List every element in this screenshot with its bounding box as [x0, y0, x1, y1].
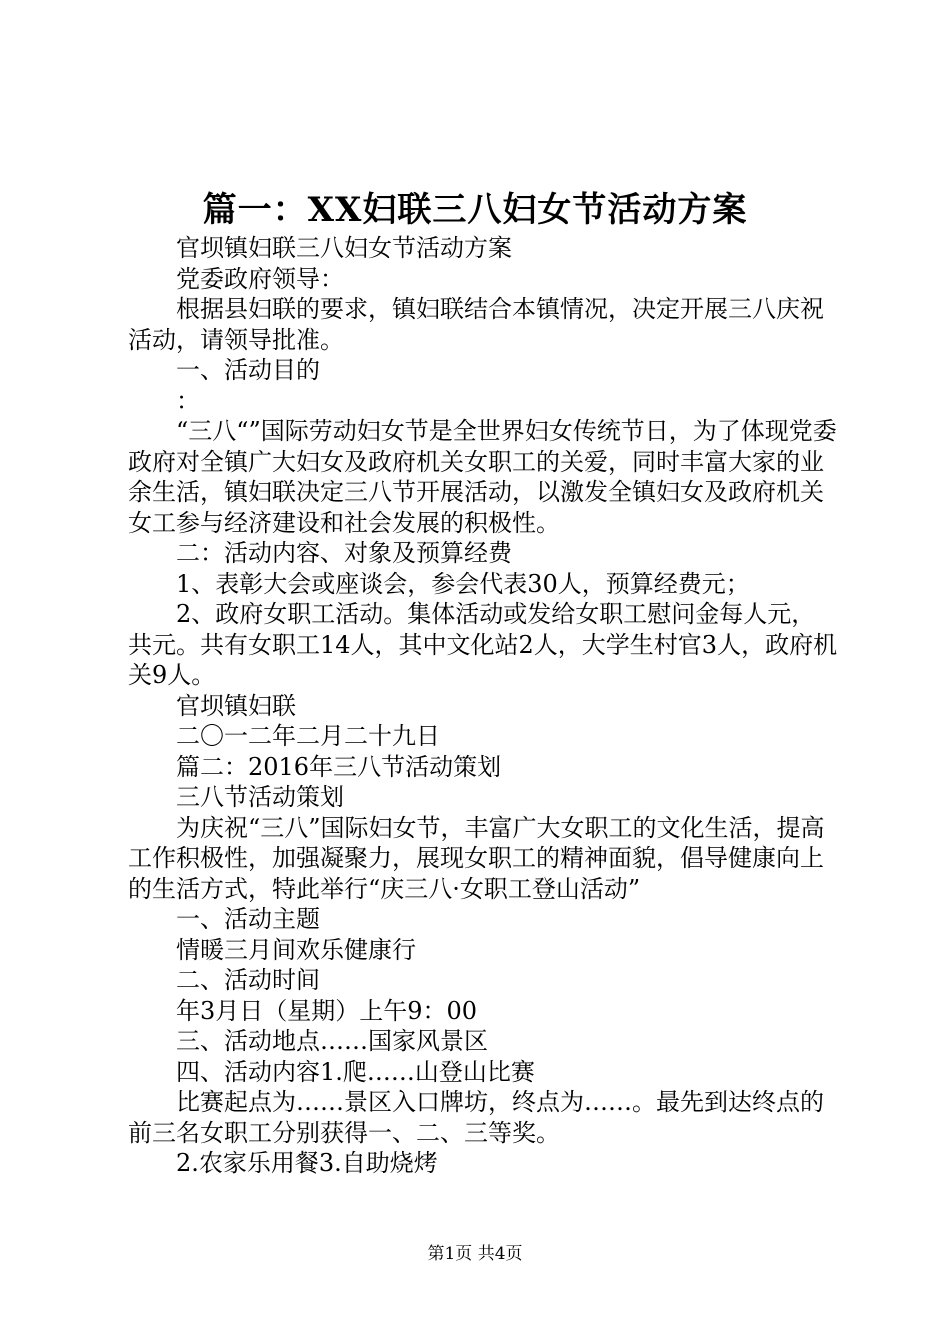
- heading-part-two: 篇二：2016年三八节活动策划: [176, 752, 502, 781]
- paragraph-meal: 2.农家乐用餐3.自助烧烤: [176, 1149, 438, 1177]
- heading-activities: 四、活动内容1.爬……山登山比赛: [176, 1057, 535, 1086]
- paragraph-time: 年3月日（星期）上午9：00: [176, 996, 478, 1025]
- paragraph-theme: 情暖三月间欢乐健康行: [176, 935, 416, 964]
- heading-time: 二、活动时间: [176, 966, 320, 994]
- paragraph-salutation: 党委政府领导：: [176, 264, 344, 293]
- paragraph-date: 二〇一二年二月二十九日: [176, 722, 440, 750]
- heading-purpose: 一、活动目的: [176, 356, 320, 384]
- heading-location: 三、活动地点……国家风景区: [176, 1027, 488, 1055]
- paragraph-race: 比赛起点为……景区入口牌坊，终点为……。最先到达终点的前三名女职工分别获得一、二、三等奖。: [128, 1088, 824, 1147]
- paragraph-purpose: “三八“”国际劳动妇女节是全世界妇女传统节日，为了体现党委政府对全镇广大妇女及政府机关女职工的关爱，同时丰富大家的业余生活，镇妇联决定三八节开展活动，以激发全镇妇女及政府机关女工参与经济建设和社会发展的积极性。: [128, 417, 837, 537]
- paragraph-colon: ：: [176, 386, 200, 415]
- paragraph-plan-intro: 为庆祝“三八”国际妇女节，丰富广大女职工的文化生活，提高工作积极性，加强凝聚力，展现女职工的精神面貌，倡导健康向上的生活方式，特此举行“庆三八·女职工登山活动”: [128, 813, 825, 903]
- document-body: [128, 233, 838, 1179]
- heading-theme: 一、活动主题: [176, 905, 320, 933]
- paragraph-item-1: 1、表彰大会或座谈会，参会代表30人，预算经费元；: [176, 569, 750, 598]
- document-title: 篇一：XX妇联三八妇女节活动方案: [202, 190, 748, 230]
- paragraph-intro: 根据县妇联的要求，镇妇联结合本镇情况，决定开展三八庆祝活动，请领导批准。: [128, 295, 824, 354]
- paragraph-plan-title: 三八节活动策划: [176, 783, 344, 811]
- page-footer: 第1页 共4页: [427, 1244, 523, 1264]
- paragraph-subtitle: 官坝镇妇联三八妇女节活动方案: [176, 234, 512, 262]
- paragraph-signature: 官坝镇妇联: [176, 691, 296, 720]
- paragraph-item-2: 2、政府女职工活动。集体活动或发给女职工慰问金每人元，共元。共有女职工14人，其中文化站2人，大学生村官3人，政府机关9人。: [128, 600, 838, 689]
- heading-content: 二：活动内容、对象及预算经费: [176, 539, 512, 567]
